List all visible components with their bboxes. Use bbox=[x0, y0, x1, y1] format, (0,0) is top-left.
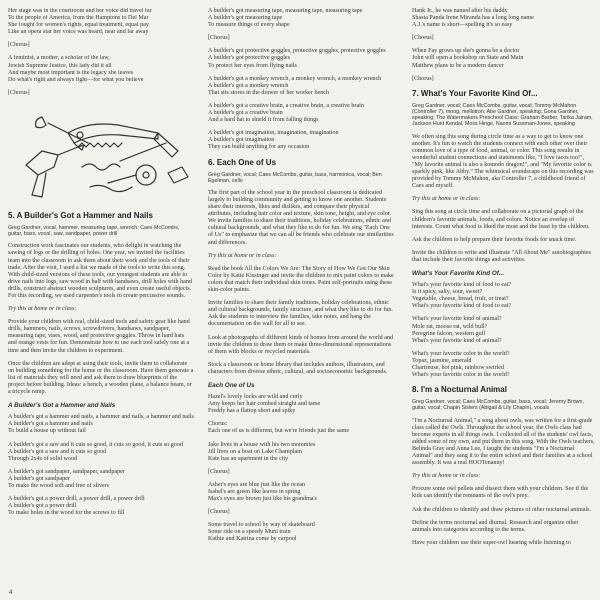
lyrics-title: Each One of Us bbox=[208, 381, 255, 389]
activity-text: Sing this song at circle time and collaborate on a pictorial graph of the children's favorite animals, foods, and colors. Notice an overlap of interests. Count what food is liked the most and the least by the children. bbox=[412, 209, 590, 230]
lyric-line: Jake lives in a house with his two mommies bbox=[208, 441, 316, 448]
lyric-line: Peregrine falcon, western gull bbox=[412, 330, 486, 337]
lyric-line: Kate has an apartment in the city bbox=[208, 455, 289, 462]
lyric-line: What's your favorite color in the world? bbox=[412, 350, 510, 357]
chorus-marker: [Chorus] bbox=[208, 35, 230, 42]
activity-text: Procure some owl pellets and dissect them with your children. See if the kids can identify the remnants of the owl's prey. bbox=[412, 486, 589, 500]
activity-text: Provide your children with real, child-sized tools and safety gear like hand drills, hammers, nails, screws, screwdrivers, handsaws, sandpaper, measuring tape, vises, wood, and protective goggles. Throw in hard hats and orange vests for fun. Demonstrate how to use each tool safely one at a time and then invite the children to experiment. bbox=[8, 319, 190, 354]
lyric-line: A builder's got a power drill, a power drill, a power drill bbox=[8, 496, 145, 503]
credits: Greg Gardner, vocal; Caes McCombs, guitar, vocal; Tommy McMahon (Controller 7), moog, mellotron; Abe Gardner, speaking; Gona Gardner, speaking; The Watermakers Preschool Class: Graham Barber, Tarika Jairam, Jackson Hunt Kendal, Moss Hinge, Naomi Sussman-Jones, speaking bbox=[412, 102, 593, 128]
lyrics-verse bbox=[208, 103, 394, 124]
lyrics-verse bbox=[8, 55, 194, 83]
lyrics-title: A Builder's Got a Hammer and Nails bbox=[8, 402, 116, 410]
lyrics-verse bbox=[208, 482, 394, 503]
lyric-line: Through 2x4s of solid wood bbox=[8, 455, 78, 462]
lyric-line: John will open a bookshop on State and Main bbox=[412, 55, 524, 62]
lyric-line: Kathie and Katrina come by carpool bbox=[208, 536, 297, 543]
body-text: The first part of the school year in the preschool classroom is dedicated largely to building community and getting to know one another. Students share their interests, likes and dislikes, and compare their physical attributes, including hair color and texture, skin tone, height, and eye color. We invite families to share their traditions, holiday celebrations, ethnic and cultural backgrounds, and what they like to do for fun. We sing "Each One of Us" to emphasize that we can all be friends who celebrate our similarities and differences. bbox=[208, 189, 394, 246]
lyric-line: What's your favorite kind of animal? bbox=[412, 316, 502, 323]
lyric-line: Hank Jr., he was named after his daddy bbox=[412, 8, 508, 14]
try-heading: Try this at home or in class: bbox=[208, 252, 277, 259]
chorus-marker: [Chorus] bbox=[208, 468, 230, 475]
lyric-line: Some travel to school by way of skateboard bbox=[208, 522, 315, 529]
lyric-line: A feminist, a mother, a scholar of the law, bbox=[8, 55, 110, 62]
lyric-line: A builder's got sandpaper bbox=[8, 475, 70, 482]
lyric-line: A builder's got measuring tape, measuring tape, measuring tape bbox=[208, 8, 363, 14]
lyrics-verse bbox=[412, 351, 596, 379]
lyrics-verse bbox=[208, 130, 394, 151]
lyric-line: A builder's got protective goggles bbox=[208, 55, 290, 62]
page-number: 4 bbox=[9, 590, 13, 596]
lyric-line: A builder's got a creative brain bbox=[208, 110, 283, 117]
lyrics-title: What's Your Favorite Kind Of... bbox=[412, 269, 505, 277]
lyrics-verse bbox=[208, 522, 394, 543]
lyric-line: Is it spicy, salty, sour, sweet? bbox=[412, 289, 483, 296]
chorus-marker: [Chorus] bbox=[412, 35, 434, 42]
lyric-line: What's your favorite kind of food to eat? bbox=[412, 303, 512, 310]
lyric-line: Isabel's are green like leaves in spring bbox=[208, 489, 301, 495]
lyric-line: A builder's got a monkey wrench bbox=[208, 82, 289, 89]
lyric-line: To make holes in the wood for the screws to fill bbox=[8, 510, 125, 517]
lyrics-verse bbox=[412, 8, 596, 29]
activity-text: Once the children are adept at using their tools, invite them to collaborate on building something for the home or the classroom. Have them generate a list of materials they will need and ask them to draw blueprints of the project before building. Ideas: a bench, a wooden plane, a balance beam, or a tricycle ramp. bbox=[8, 360, 194, 396]
lyric-line: Hazel's lovely locks are wild and curly bbox=[208, 394, 303, 401]
lyric-line: A builder's got imagination bbox=[208, 137, 275, 144]
lyric-line: A builder's got a monkey wrench, a monkey wrench, a monkey wrench bbox=[208, 75, 382, 82]
lyric-line: A builder's got a hammer and nails bbox=[8, 421, 93, 428]
column-middle bbox=[208, 8, 394, 550]
lyric-line: What's your favorite kind of animal? bbox=[412, 337, 502, 344]
lyrics-verse bbox=[8, 496, 194, 517]
activity-text: Stock a classroom or home library that includes authors, illustrators, and characters from diverse ethnic, cultural, and socioeconomic backgrounds. bbox=[208, 361, 388, 375]
lyric-line: To measure things of every shape bbox=[208, 22, 290, 29]
lyrics-verse bbox=[208, 394, 394, 415]
lyric-line: That sits stores in the drawer of her worker bench bbox=[208, 89, 329, 96]
lyric-line: A builder's got a saw and it cuts so good, it cuts so good, it cuts so good bbox=[8, 441, 183, 448]
lyric-line: A builder's got a hammer and nails, a hammer and nails, a hammer and nails bbox=[8, 414, 194, 421]
activity-text: Ask the children to identify and draw pictures of other nocturnal animals. bbox=[412, 506, 592, 513]
lyric-line: Matthew plans to be a modern dancer bbox=[412, 62, 504, 69]
credits: Greg Gardner, vocal, hammer, measuring tape, wrench; Caes McCombs, guitar, bass, vocal, saw, sandpaper, power drill bbox=[8, 224, 180, 238]
lyric-line: Shasta Panda Irene Miranda has a long long name bbox=[412, 15, 534, 22]
lyric-line: To protect her eyes from flying nails bbox=[208, 62, 297, 69]
activity-text: Define the terms nocturnal and diurnal. Research and organize other animals into categories according to the terms. bbox=[412, 519, 579, 533]
lyric-line: Vegetable, cheese, bread, fruit, or treat? bbox=[412, 296, 509, 303]
column-left bbox=[8, 8, 194, 523]
lyrics-verse bbox=[208, 76, 394, 97]
lyric-line: A builder's got a power drill bbox=[8, 503, 77, 510]
activity-text: Ask the children to help prepare their favorite foods for snack time. bbox=[412, 236, 577, 243]
activity-text: Invite families to share their family traditions, holiday celebrations, ethnic and cultural backgrounds, family structure, and what they like to do for fun. Ask the students to interview the families, take notes, and hang the documentation on the wall for all to see. bbox=[208, 300, 393, 328]
section-heading: 6. Each One of Us bbox=[208, 157, 277, 167]
lyric-line: What's your favorite color in the world? bbox=[412, 372, 510, 379]
lyric-line: To the people of America, from the Hamptons to Del Mar bbox=[8, 15, 149, 22]
lyric-line: Her stage was in the courtroom and her voice did travel far bbox=[8, 8, 152, 14]
tools-illustration bbox=[8, 103, 194, 203]
lyric-line: And a hard hat to shield it from falling things bbox=[208, 117, 319, 124]
chorus-line: Each one of us is different, but we're friends just the same bbox=[208, 428, 350, 435]
lyric-line: Freddy has a flattop short and spiky bbox=[208, 408, 296, 415]
column-right bbox=[412, 8, 596, 553]
lyric-line: Some ride on a speedy Muni train bbox=[208, 529, 291, 536]
section-heading: 8. I'm a Nocturnal Animal bbox=[412, 385, 507, 395]
lyric-line: Do what's right and always fight—for what you believe bbox=[8, 76, 144, 83]
body-text: "I'm a Nocturnal Animal," a song about owls, was written for a first-grade class called the Owls. Throughout the school year, the Owls class had become experts in all things owls. I collected all of the students' owl facts, added some of my own, and put them in this song. With the Owls teachers, Belinda Gray and Anna Lee, I taught the students "I'm a Nocturnal Animal" and they sang it to the entire school and their families at a school assembly. It was a real HOOTenanny! bbox=[412, 417, 595, 467]
lyric-line: Chartreuse, hot pink, rainbow swirled bbox=[412, 365, 505, 371]
activity-text: Invite the children to write and illustrate "All About Me" autobiographies that include their favorite things and activities. bbox=[412, 249, 591, 263]
lyric-line: To make the wood soft and free of slivers bbox=[8, 482, 110, 489]
lyric-line: A builder's got imagination, imagination, imagination bbox=[208, 130, 339, 137]
try-heading: Try this at home or in class: bbox=[412, 196, 481, 203]
lyric-line: A builder's got a saw and it cuts so good bbox=[8, 448, 107, 455]
lyric-line: A builder's got a creative brain, a creative brain, a creative brain bbox=[208, 102, 364, 109]
lyrics-verse bbox=[8, 442, 194, 463]
credits: Greg Gardner, vocal; Caes McCombs, guitar, bass, harmonica, vocal; Ben Egelman, cello bbox=[208, 171, 382, 184]
lyric-line: To build a house up without fail bbox=[8, 428, 86, 435]
chorus-marker: [Chorus] bbox=[8, 89, 30, 96]
section-heading: 7. What's Your Favorite Kind Of... bbox=[412, 88, 538, 98]
lyrics-verse bbox=[412, 316, 596, 344]
lyric-line: She fought for women's rights, equal treatment, equal pay bbox=[8, 22, 149, 29]
try-heading: Try this at home or in class: bbox=[412, 473, 481, 480]
chorus-marker: [Chorus] bbox=[412, 75, 434, 82]
chorus-marker: [Chorus] bbox=[8, 42, 30, 49]
chorus-marker: [Chorus] bbox=[208, 509, 230, 516]
body-text: Construction work fascinates our students, who delight in watching the sawing of logs or the drilling of holes. One year, we invited the facilities team into the classroom to ask them about their work and the tools of their trade. After the visit, I used a list we made of the tools to write this song. With child-sized versions of these tools, our youngest students are able to drive nails into logs, saw wood in half with handsaws, drill holes with hand drills, construct abstract wooden sculptures, and even create useful objects. For this recording, we used carpenter's tools to create percussive sounds. bbox=[8, 243, 192, 299]
lyrics-verse bbox=[8, 469, 194, 490]
lyrics-verse bbox=[208, 442, 394, 463]
activity-text: Have your children use their super-owl hearing while listening to bbox=[412, 539, 571, 546]
chorus-label: Chorus: bbox=[208, 421, 228, 428]
lyric-line: Like an opera star her voice was heard, near and far away bbox=[8, 29, 149, 36]
lyric-line: A builder's got sandpaper, sandpaper, sandpaper bbox=[8, 468, 125, 475]
lyric-line: Jill lives on a boat on Lake Champlain bbox=[208, 448, 302, 455]
lyric-line: When Fay grows up she's gonna be a doctor bbox=[412, 48, 520, 55]
activity-text: Read the book All the Colors We Are: The Story of How We Got Our Skin Color by Katie Kissinger and invite the children to mix paint colors to make colors that match their individual skin tones. Paint self-portraits using these skin-color paints. bbox=[208, 265, 394, 294]
lyrics-verse bbox=[412, 48, 596, 69]
hammer-saw-drawing-icon bbox=[8, 103, 194, 203]
lyric-line: A builder's got protective goggles, protective goggles, protective goggles bbox=[208, 48, 386, 55]
try-heading: Try this at home or in class: bbox=[8, 306, 77, 313]
lyric-line: A.J.'s name is short—spelling it's so easy bbox=[412, 22, 513, 29]
lyrics-verse bbox=[208, 48, 394, 69]
activity-text: Look at photographs of different kinds of homes from around the world and invite the children to draw them or make three-dimensional representations of them with blocks or recycled materials. bbox=[208, 334, 394, 355]
lyric-line: Amy keeps her hair combed straight and tame bbox=[208, 401, 321, 408]
lyric-line: And maybe most important is the legacy she leaves bbox=[8, 69, 134, 76]
lyric-line: Max's eyes are brown just like his grandma's bbox=[208, 496, 317, 503]
lyric-line: Topaz, jasmine, emerald bbox=[412, 357, 472, 364]
lyrics-verse bbox=[412, 282, 596, 310]
lyrics-verse bbox=[208, 8, 394, 29]
lyric-line: What's your favorite kind of food to eat? bbox=[412, 282, 512, 289]
lyrics-verse bbox=[8, 8, 194, 36]
lyric-line: Asher's eyes are blue just like the ocean bbox=[208, 481, 306, 488]
lyric-line: Mole rat, moose rat, wild bull? bbox=[412, 323, 488, 330]
credits: Greg Gardner, vocal; Caes McCombs, guitar, bass, vocal; Jeremy Brown, guitar, vocal; Chapin Sisters (Abigail & Lily Chapin), vocals bbox=[412, 399, 584, 412]
lyric-line: A builder's got measuring tape bbox=[208, 15, 283, 22]
lyric-line: Jewish Supreme Justice, this lady did it all bbox=[8, 62, 112, 69]
lyrics-verse bbox=[8, 414, 194, 435]
body-text: We often sing this song during circle time as a way to get to know one another. It's fun to watch the students connect with each other over their common love of a type of food, animal, or color. This song results in wonderful student connections and statements like, "I love tacos too!", "My favorite animal is also a komodo dragon!", and "My favorite color is sparkly pink, like Abby." The whimsical soundscape on this recording was provided by Tommy McMahon, aka Controller 7, a childhood friend of Caes and myself. bbox=[412, 133, 594, 190]
lyric-line: They can build anything for any occasion bbox=[208, 144, 310, 151]
section-heading: 5. A Builder's Got a Hammer and Nails bbox=[8, 210, 153, 220]
